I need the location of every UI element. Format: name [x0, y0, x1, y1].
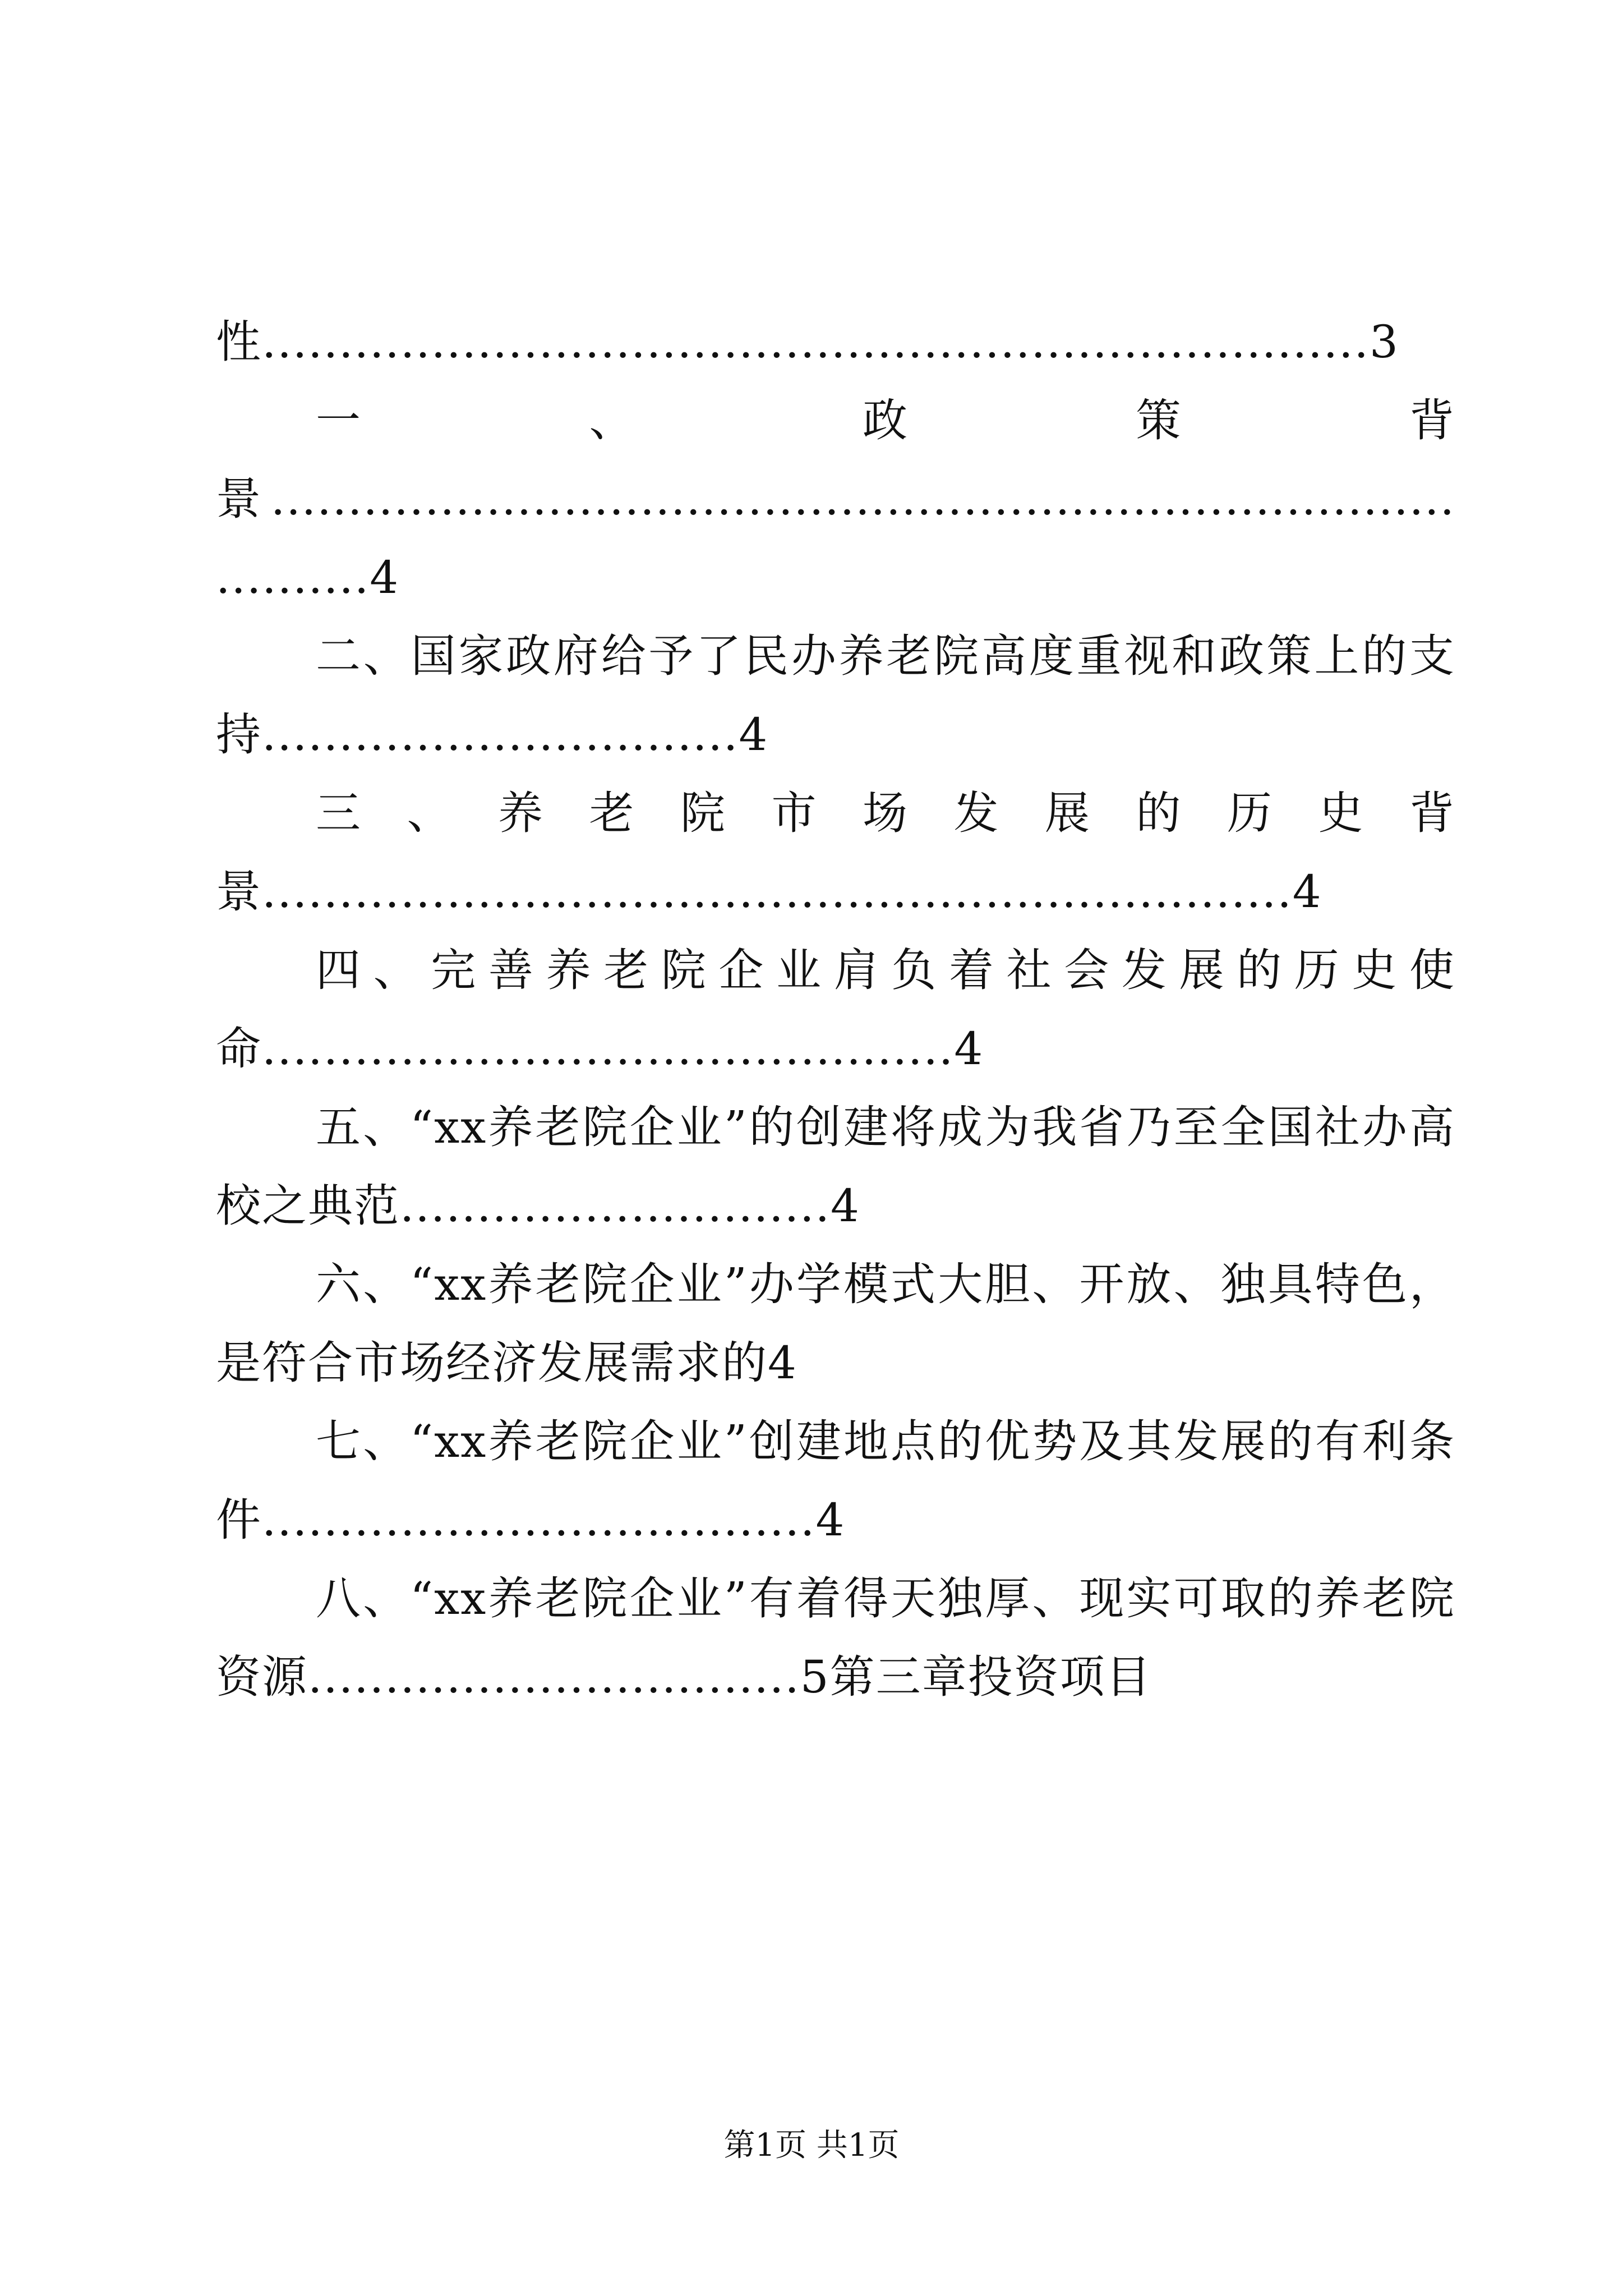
toc-entry: 二、国家政府给予了民办养老院高度重视和政策上的支持...............................4: [216, 630, 1455, 761]
toc-entry: 六、“xx养老院企业”办学模式大胆、开放、独具特色，是符合市场经济发展需求的4: [216, 1258, 1455, 1389]
toc-entry: 一、政策背景.......................................................................................4: [216, 394, 1455, 604]
page-footer: 第1页 共1页: [723, 2127, 900, 2164]
toc-entry: 三、养老院市场发展的历史背景...................................................................4: [216, 787, 1455, 918]
toc-body: [216, 303, 1455, 1717]
toc-entry: 七、“xx养老院企业”创建地点的优势及其发展的有利条件....................................4: [216, 1415, 1455, 1546]
toc-entry: 八、“xx养老院企业”有着得天独厚、现实可取的养老院资源................................5第三章投资项目: [216, 1572, 1455, 1703]
toc-entry: 性........................................................................3: [216, 316, 1399, 368]
toc-entry: 四、完善养老院企业肩负着社会发展的历史使命.............................................4: [216, 944, 1455, 1075]
toc-entry: 五、“xx养老院企业”的创建将成为我省乃至全国社办高校之典范............................4: [216, 1101, 1455, 1232]
